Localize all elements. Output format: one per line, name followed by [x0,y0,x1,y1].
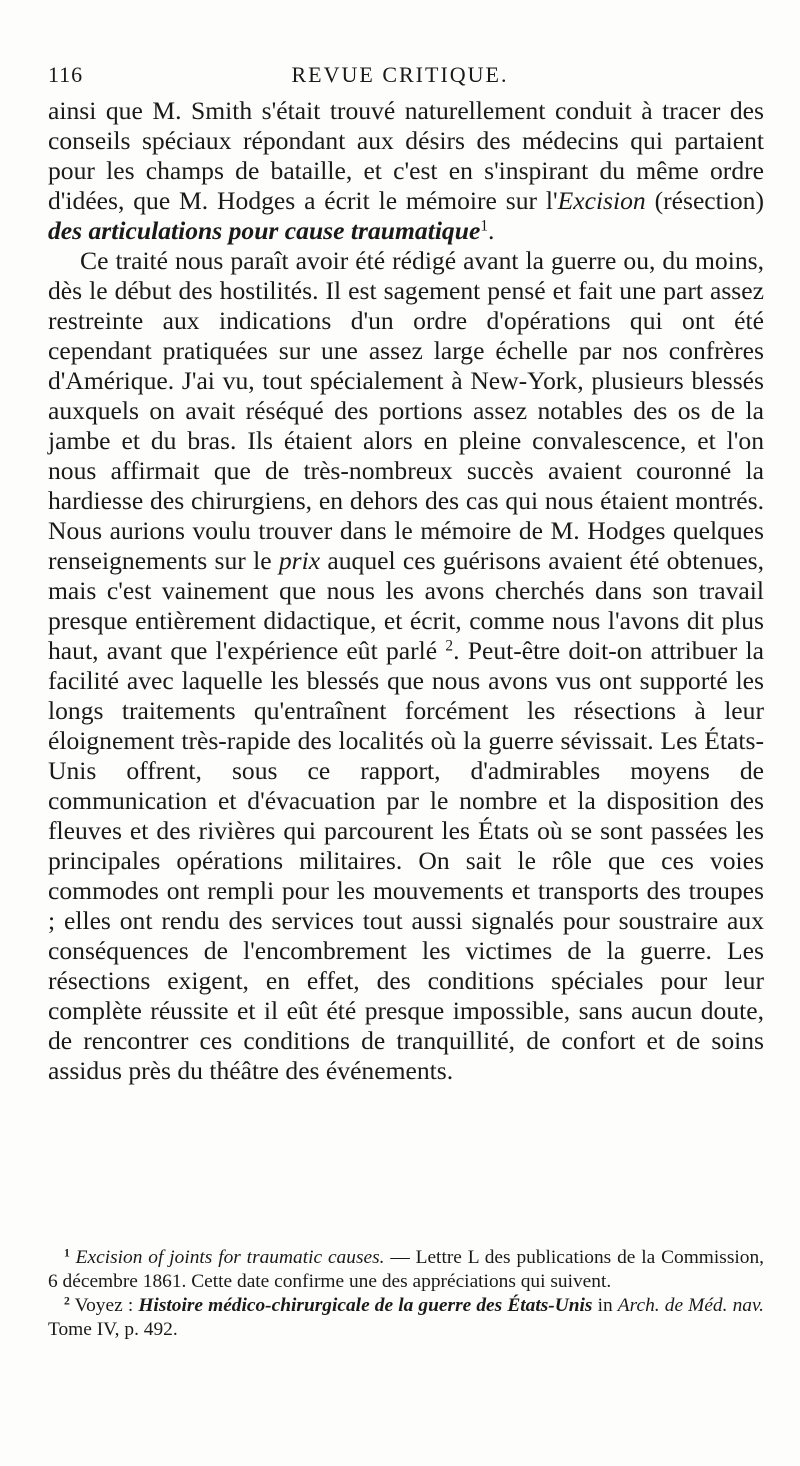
paragraph-2-italic-prix: prix [278,546,321,575]
footnote-1-marker: 1 [64,1246,70,1260]
footnote-1-title: Excision of joints for traumatic causes. [75,1247,385,1268]
paragraph-1-italic-title: des articulations pour cause traumatique [48,216,481,245]
footnote-2-mid: in [592,1295,618,1316]
paragraph-1 [48,96,764,246]
footnote-1-text: — Lettre L des publications de la Commission, 6 décembre 1861. Cette date confirme une des appréciations qui suivent. [48,1247,764,1292]
page-number: 116 [48,62,84,87]
paragraph-1-italic-excision: Excision [557,186,646,215]
paragraph-2-text-c: . Peut-être doit-on attribuer la facilité avec laquelle les blessés que nous avons vus ont supporté les longs traitements qu'entraînent forcément les résections à leur éloignement très-rapide des localités où la guerre sévissait. Les États-Unis offrent, sous ce rapport, d'admirables moyens de communication et d'évacuation par le nombre et la disposition des fleuves et des rivières qui parcourent les États où se sont passées les principales opérations militaires. On sait le rôle que ces voies commodes ont rempli pour les mouvements et transports des troupes ; elles ont rendu des services tout aussi signalés pour soustraire aux conséquences de l'encombrement les victimes de la guerre. Les résections exigent, en effet, des conditions spéciales pour leur complète réussite et il eût été presque impossible, sans aucun doute, de rencontrer ces conditions de tranquillité, de confort et de soins assidus près du théâtre des événements. [48,636,764,1085]
footnote-2-text: Tome IV, p. 492. [48,1319,178,1340]
paragraph-1-text-a: ainsi que M. Smith s'était trouvé naturellement conduit à tracer des conseils spéciaux répondant aux désirs des médecins qui partaient pour les champs de bataille, et c'est en s'inspirant du même ordre d'idées, que M. Hodges a écrit le mémoire sur l' [48,96,764,215]
paragraph-2 [48,246,764,1086]
footnote-2-pre: Voyez : [74,1295,139,1316]
main-text [48,96,764,1086]
paragraph-1-text-c: . [488,216,495,245]
footnote-2-marker: 2 [64,1294,70,1308]
footnote-ref-1: 1 [480,217,489,235]
footnotes [48,1246,764,1342]
paragraph-2-text-b: auquel ces guérisons avaient été obtenues, mais c'est vainement que nous les avons cherchés dans son travail presque entièrement didactique, et écrit, comme nous l'avons dit plus haut, avant que l'expérience eût parlé [48,546,764,665]
paragraph-1-text-b: (résection) [645,186,765,215]
footnote-ref-2: 2 [445,637,454,655]
paragraph-2-text-a: Ce traité nous paraît avoir été rédigé avant la guerre ou, du moins, dès le début des hostilités. Il est sagement pensé et fait une part assez restreinte aux indications d'un ordre d'opérations qui ont été cependant pratiquées sur une assez large échelle par nos confrères d'Amérique. J'ai vu, tout spécialement à New-York, plusieurs blessés auxquels on avait réséqué des portions assez notables des os de la jambe et du bras. Ils étaient alors en pleine convalescence, et l'on nous affirmait que de très-nombreux succès avaient couronné la hardiesse des chirurgiens, en dehors des cas qui nous étaient montrés. Nous aurions voulu trouver dans le mémoire de M. Hodges quelques renseignements sur le [48,246,764,575]
page-header [48,62,752,92]
footnote-1 [48,1246,764,1294]
footnote-2 [48,1294,764,1342]
footnote-2-journal: Arch. de Méd. nav. [617,1295,765,1316]
running-title: REVUE CRITIQUE. [291,62,509,87]
footnote-2-title: Histoire médico-chirurgicale de la guerre des États-Unis [138,1295,593,1316]
